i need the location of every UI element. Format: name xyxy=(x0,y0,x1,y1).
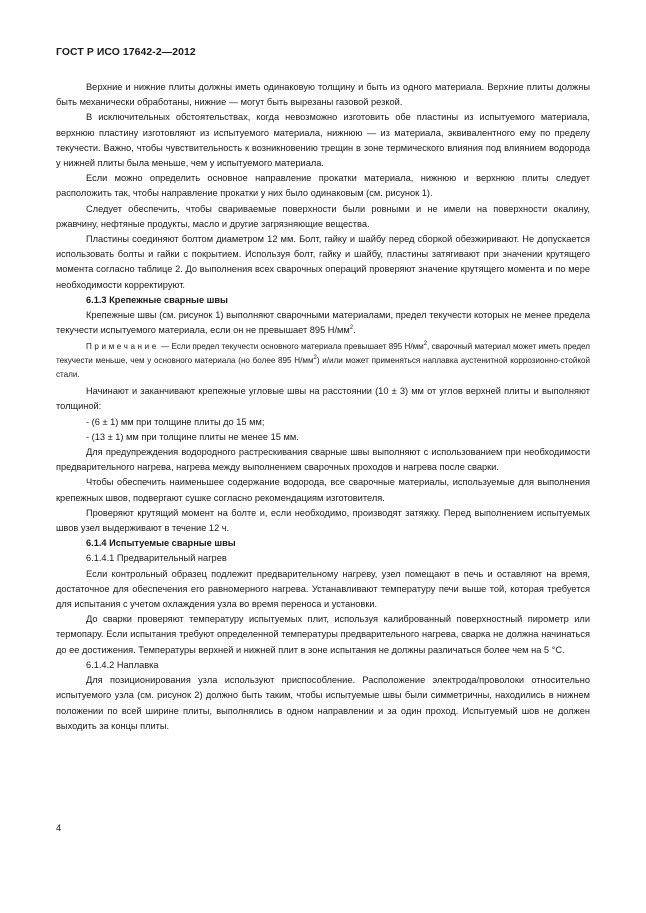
subsection-heading-6-1-4-2: 6.1.4.2 Наплавка xyxy=(86,659,159,670)
paragraph: В исключительных обстоятельствах, когда невозможно изготовить обе пластины из испытуемого материала, верхнюю пластину изготовляют из испытуемого материала, нижнюю — из материала, эквивалентного ему по пределу текучести. Важно, чтобы чувствительность к возникновению трещин в зоне термического влияния под влиянием водорода у нижней плиты была меньше, чем у испытуемого материала. xyxy=(56,112,590,169)
section-heading-6-1-4: 6.1.4 Испытуемые сварные швы xyxy=(86,538,236,549)
note-label: Примечание xyxy=(86,342,159,352)
paragraph: Если контрольный образец подлежит предварительному нагреву, узел помещают в печь и оставляют на время, достаточное для обеспечения его равномерного нагрева. Устанавливают температуру печи выше той, которая требуется для испытания с учетом охлаждения узла во время переноса и установки. xyxy=(56,568,590,610)
note-text: ) и/или может применяться наплавка аустенитной коррозионно-стойкой стали. xyxy=(56,356,590,379)
subsection-heading-6-1-4-1: 6.1.4.1 Предварительный нагрев xyxy=(86,553,227,564)
paragraph xyxy=(56,308,590,338)
note xyxy=(56,340,590,381)
superscript: 2 xyxy=(349,325,354,332)
superscript: 2 xyxy=(423,341,428,348)
page-number: 4 xyxy=(56,822,62,833)
paragraph: Для позиционирования узла используют приспособление. Расположение электрода/проволоки относительно испытуемого узла (см. рисунок 2) должно быть таким, чтобы испытуемые швы были симметричны, находились в нижнем положении по всей ширине плиты, выполнялись в одном направлении и за один проход. Испытуемый шов не должен выходить за концы плиты. xyxy=(56,675,590,731)
paragraph: Проверяют крутящий момент на болте и, если необходимо, производят затяжку. Перед выполнением испытуемых швов узел выдерживают в течение 12 ч. xyxy=(56,507,590,534)
list-item: - (13 ± 1) мм при толщине плиты не менее 15 мм. xyxy=(86,431,299,442)
paragraph: До сварки проверяют температуру испытуемых плит, используя калиброванный поверхностный пирометр или термопару. Если испытания требуют определенной температуры предварительного нагрева, сварка не должна начинаться до ее достижения. Температуры верхней и нижней плит в зоне испытания не должны различаться более чем на 5 °С. xyxy=(56,614,590,655)
document-body xyxy=(56,80,590,734)
paragraph-text: Крепежные швы (см. рисунок 1) выполняют сварочными материалами, предел текучести которых не менее предела текучести испытуемого материала, если он не превышает 895 Н/мм xyxy=(56,310,590,336)
paragraph: Чтобы обеспечить наименьшее содержание водорода, все сварочные материалы, используемые для выполнения крепежных швов, подвергают сушке согласно рекомендациям изготовителя. xyxy=(56,477,590,503)
paragraph: Начинают и заканчивают крепежные угловые швы на расстоянии (10 ± 3) мм от углов верхней плиты и выполняют толщиной: xyxy=(56,386,590,412)
section-heading-6-1-3: 6.1.3 Крепежные сварные швы xyxy=(86,294,228,305)
note-text: — Если предел текучести основного материала превышает 895 Н/мм xyxy=(158,342,424,352)
superscript: 2 xyxy=(313,355,317,362)
list-item: - (6 ± 1) мм при толщине плиты до 15 мм; xyxy=(86,416,265,427)
paragraph: Следует обеспечить, чтобы свариваемые поверхности были ровными и не имели на поверхности окалину, ржавчину, нефтяные продукты, масло и другие загрязняющие вещества. xyxy=(56,203,590,229)
note-text: , сварочный материал может иметь предел текучести меньше, чем у основного материала (но более 895 Н/мм xyxy=(56,342,590,366)
paragraph: Верхние и нижние плиты должны иметь одинаковую толщину и быть из одного материала. Верхние плиты должны быть механически обработаны, нижние — могут быть вырезаны газовой резкой. xyxy=(56,82,590,108)
document-header: ГОСТ Р ИСО 17642-2—2012 xyxy=(56,47,196,58)
paragraph: Пластины соединяют болтом диаметром 12 мм. Болт, гайку и шайбу перед сборкой обезжиривают. Не допускается использовать болты и гайки с покрытием. Используя болт, гайку и шайбу, пластины затягивают при значении крутящего момента согласно таблице 2. До выполнения всех сварочных операций проверяют значение крутящего момента и по мере необходимости корректируют. xyxy=(56,234,590,290)
paragraph: Если можно определить основное направление прокатки материала, нижнюю и верхнюю плиты следует расположить так, чтобы направление прокатки у них было одинаковым (см. рисунок 1). xyxy=(56,173,590,199)
paragraph: Для предупреждения водородного растрескивания сварные швы выполняют с использованием при необходимости предварительного нагрева, нагрева между выполнением сварочных проходов и нагрева после сварки. xyxy=(56,447,590,473)
sentence-end: . xyxy=(353,325,356,336)
